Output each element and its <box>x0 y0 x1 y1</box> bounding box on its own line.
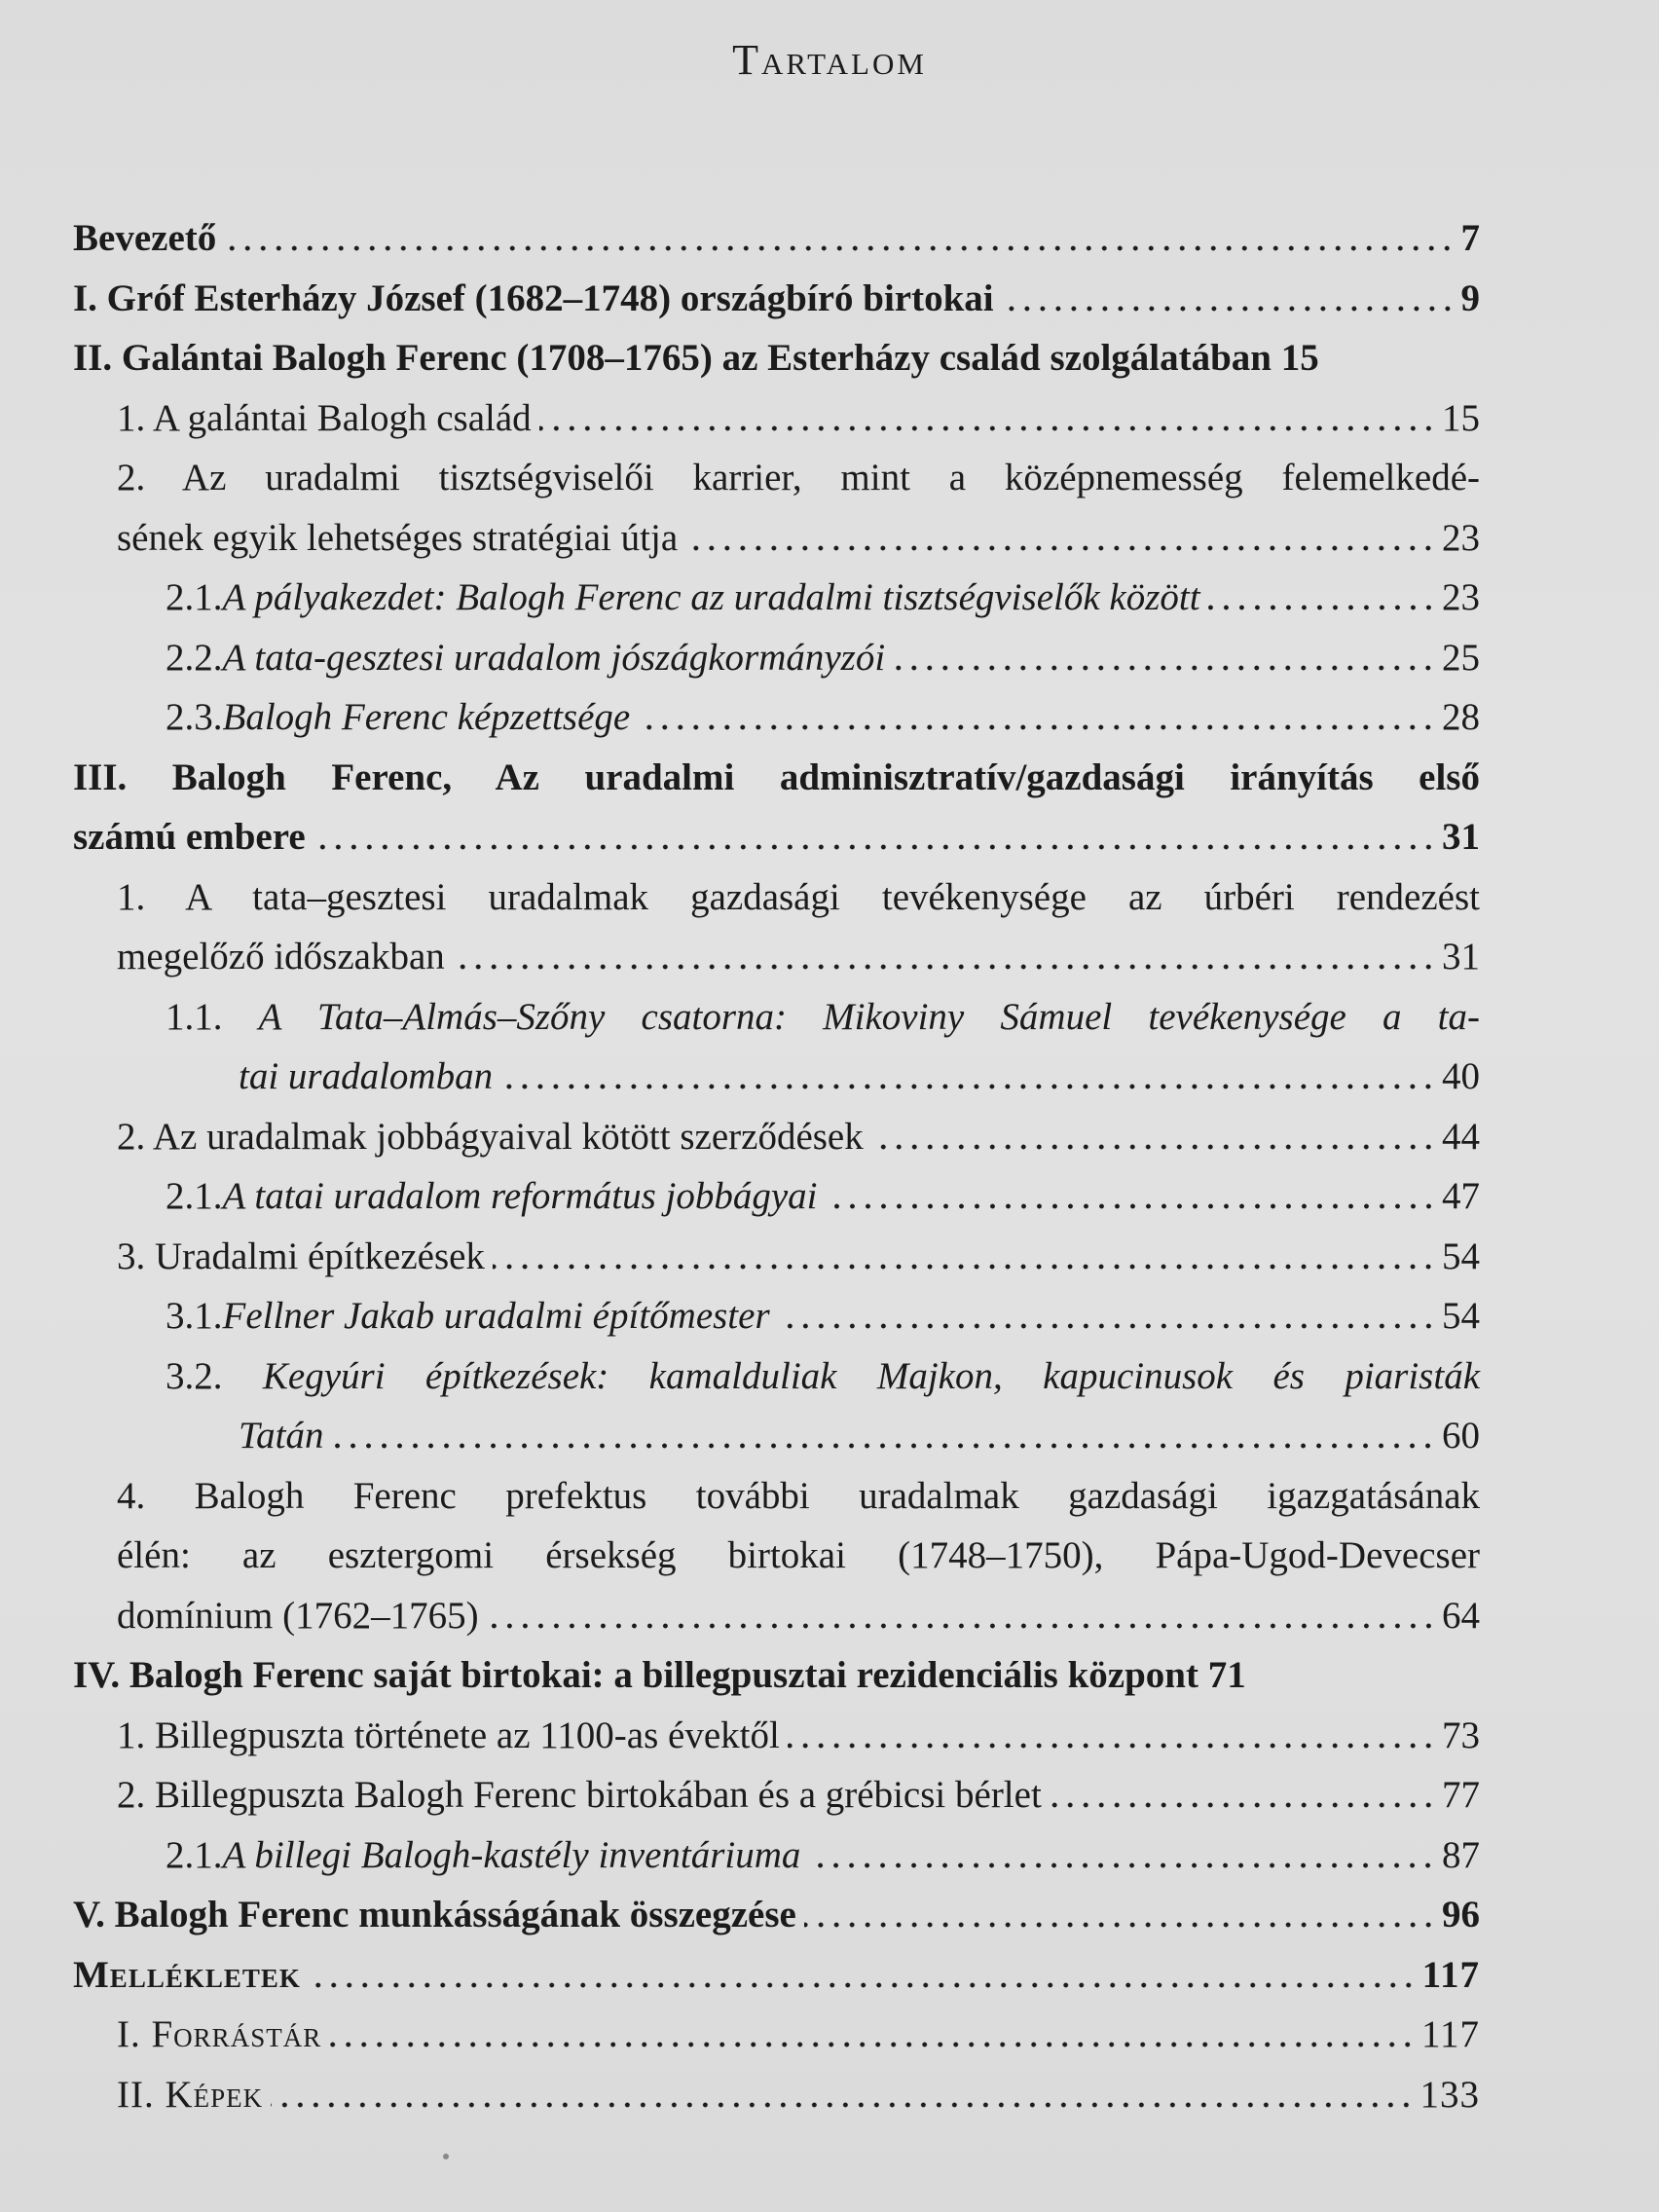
page-number: 96 <box>1442 1894 1480 1936</box>
toc-entry[interactable] <box>73 695 1480 740</box>
toc-entry-label: számú embere <box>73 816 306 858</box>
toc-entry[interactable] <box>73 2073 1480 2118</box>
toc-entry-label: A billegi Balogh-kastély inventáriuma <box>222 1833 801 1876</box>
page-number: 28 <box>1442 696 1480 738</box>
toc-entry-number: 3.1. <box>166 1295 223 1337</box>
leader-dots <box>539 424 1436 432</box>
toc-entry[interactable] <box>73 1833 1480 1878</box>
toc-entry-label: domínium (1762–1765) <box>117 1594 479 1637</box>
leader-dots <box>778 1322 1436 1330</box>
toc-entry-label: 1. Billegpuszta története az 1100-as évektől <box>117 1714 780 1756</box>
leader-dots <box>893 664 1436 672</box>
leader-dots <box>788 1742 1436 1750</box>
leader-dots <box>329 2041 1416 2048</box>
page-number: 40 <box>1442 1055 1480 1097</box>
leader-dots <box>487 1622 1436 1630</box>
toc-entry-number: 2.1. <box>166 1833 223 1876</box>
toc-entry-label: A tata-gesztesi uradalom jószágkormányzói <box>222 636 886 679</box>
toc-entry-label: megelőző időszakban <box>117 936 445 977</box>
toc-entry[interactable] <box>73 575 1480 620</box>
page-number: 133 <box>1419 2073 1480 2116</box>
toc-entry[interactable] <box>73 1714 1480 1758</box>
toc-entry-label: I. Gróf Esterházy József (1682–1748) országbíró birtokai <box>73 276 994 319</box>
toc-entry-text: 4. Balogh Ferenc prefektus további uradalmak gazdasági igazgatásának <box>117 1474 1480 1517</box>
toc-entry[interactable] <box>73 1054 1480 1099</box>
toc-entry[interactable] <box>73 1773 1480 1818</box>
toc-entry-label: II. Galántai Balogh Ferenc (1708–1765) az Esterházy család szolgálatában 15 <box>73 337 1319 379</box>
toc-entry-label: sének egyik lehetséges stratégiai útja <box>117 516 679 559</box>
toc-entry[interactable] <box>73 1594 1480 1639</box>
leader-dots <box>453 963 1436 971</box>
page-number: 60 <box>1442 1415 1480 1456</box>
toc-entry-text: 2. Az uradalmi tisztségviselői karrier, mint a középnemesség felemelkedé- <box>117 457 1480 498</box>
page-number: 77 <box>1442 1774 1480 1816</box>
page-number: 64 <box>1442 1594 1480 1637</box>
toc-entry[interactable] <box>73 1893 1480 1937</box>
toc-entry-line <box>73 1533 1480 1578</box>
toc-entry[interactable] <box>73 1235 1480 1279</box>
toc-entry-label: I. Forrástár <box>117 2013 322 2055</box>
toc-entry-line <box>73 875 1480 920</box>
toc-entry[interactable] <box>73 636 1480 681</box>
toc-entry-label: 2. Az uradalmak jobbágyaival kötött szerződések <box>117 1115 864 1158</box>
toc-entry-number: 1.1. <box>166 995 259 1038</box>
leader-dots <box>871 1143 1436 1151</box>
page-number: 54 <box>1442 1235 1480 1277</box>
page-number: 47 <box>1442 1175 1480 1217</box>
page-number: 117 <box>1420 2013 1480 2055</box>
toc-entry-number: 2.3. <box>166 696 223 738</box>
toc-entry-label: Bevezető <box>73 217 217 259</box>
toc-entry-label: IV. Balogh Ferenc saját birtokai: a billegpusztai rezidenciális központ 71 <box>73 1654 1246 1696</box>
toc-entry[interactable] <box>73 1174 1480 1219</box>
page-number: 25 <box>1442 636 1480 679</box>
page-number: 31 <box>1442 816 1480 858</box>
toc-entry[interactable] <box>73 2012 1480 2057</box>
toc-entry-line <box>73 1474 1480 1519</box>
toc-entry-line <box>73 1354 1480 1399</box>
leader-dots <box>331 1442 1436 1450</box>
toc-entry[interactable] <box>73 516 1480 561</box>
leader-dots <box>313 843 1436 851</box>
page-number: 31 <box>1442 936 1480 977</box>
toc-entry-label: Balogh Ferenc képzettsége <box>222 696 631 738</box>
leader-dots <box>1208 604 1436 611</box>
toc-entry-number: 2.1. <box>166 1175 223 1217</box>
toc-entry-text: élén: az esztergomi érsekség birtokai (1748–1750), Pápa-Ugod-Devecser <box>117 1534 1480 1576</box>
toc-entry[interactable] <box>73 1294 1480 1339</box>
page-number: 9 <box>1460 276 1480 319</box>
leader-dots <box>1050 1801 1436 1809</box>
leader-dots <box>224 244 1455 252</box>
toc-entry[interactable] <box>73 336 1480 381</box>
leader-dots <box>271 2101 1414 2109</box>
toc-entry[interactable] <box>73 1653 1480 1698</box>
page-title: Tartalom <box>732 36 927 84</box>
toc-entry-label: tai uradalomban <box>239 1055 494 1097</box>
page-number: 87 <box>1442 1833 1480 1876</box>
toc-entry-number: 2.2. <box>166 636 223 679</box>
toc-entry[interactable] <box>73 216 1480 261</box>
page-number: 73 <box>1442 1714 1480 1756</box>
leader-dots <box>804 1921 1436 1929</box>
toc-entry-label: Tatán <box>239 1415 324 1456</box>
toc-entry-number: 3.2. <box>166 1354 263 1397</box>
toc-entry-text: III. Balogh Ferenc, Az uradalmi adminisztratív/gazdasági irányítás első <box>73 756 1480 798</box>
toc-entry[interactable] <box>73 815 1480 860</box>
toc-entry-label: A pályakezdet: Balogh Ferenc az uradalmi tisztségviselők között <box>222 576 1200 618</box>
toc-entry-text: Kegyúri építkezések: kamalduliak Majkon, kapucinusok és piaristák <box>262 1354 1481 1397</box>
leader-dots <box>500 1083 1436 1090</box>
toc-entry-text: A Tata–Almás–Szőny csatorna: Mikoviny Sámuel tevékenysége a ta- <box>258 995 1480 1038</box>
page-number: 117 <box>1421 1953 1480 1996</box>
page-number: 23 <box>1442 576 1480 618</box>
toc-entry[interactable] <box>73 935 1480 979</box>
toc-entry-number: 2.1. <box>166 576 223 618</box>
toc-entry[interactable] <box>73 1953 1480 1998</box>
toc-entry-label: A tatai uradalom református jobbágyai <box>222 1175 818 1217</box>
toc-entry-line <box>73 456 1480 500</box>
leader-dots <box>808 1862 1436 1869</box>
toc-entry[interactable] <box>73 1115 1480 1160</box>
toc-entry-label: 2. Billegpuszta Balogh Ferenc birtokában és a grébicsi bérlet <box>117 1774 1042 1816</box>
toc-entry-label: V. Balogh Ferenc munkásságának összegzése <box>73 1894 796 1936</box>
toc-entry-label: Fellner Jakab uradalmi építőmester <box>222 1295 770 1337</box>
toc-entry[interactable] <box>73 276 1480 321</box>
toc-entry-text: 1. A tata–gesztesi uradalmak gazdasági tevékenysége az úrbéri rendezést <box>117 875 1480 918</box>
leader-dots <box>638 723 1436 731</box>
page-number: 15 <box>1442 396 1480 439</box>
toc-entry-line <box>73 995 1480 1040</box>
table-of-contents <box>73 216 1480 2132</box>
page-number: 54 <box>1442 1295 1480 1337</box>
toc-entry-label: II. Képek <box>117 2073 264 2116</box>
page-number: 44 <box>1442 1115 1480 1158</box>
toc-entry-label: 1. A galántai Balogh család <box>117 396 532 439</box>
leader-dots <box>493 1263 1436 1271</box>
leader-dots <box>826 1202 1436 1210</box>
toc-entry-label: Mellékletek <box>73 1953 301 1996</box>
page-number: 23 <box>1442 516 1480 559</box>
page-number: 7 <box>1460 217 1480 259</box>
leader-dots <box>685 544 1436 552</box>
leader-dots <box>309 1981 1417 1989</box>
toc-entry[interactable] <box>73 396 1480 441</box>
speck <box>443 2154 449 2159</box>
leader-dots <box>1002 305 1456 313</box>
toc-entry-label: 3. Uradalmi építkezések <box>117 1235 485 1277</box>
toc-entry[interactable] <box>73 1414 1480 1458</box>
toc-entry-line <box>73 756 1480 800</box>
